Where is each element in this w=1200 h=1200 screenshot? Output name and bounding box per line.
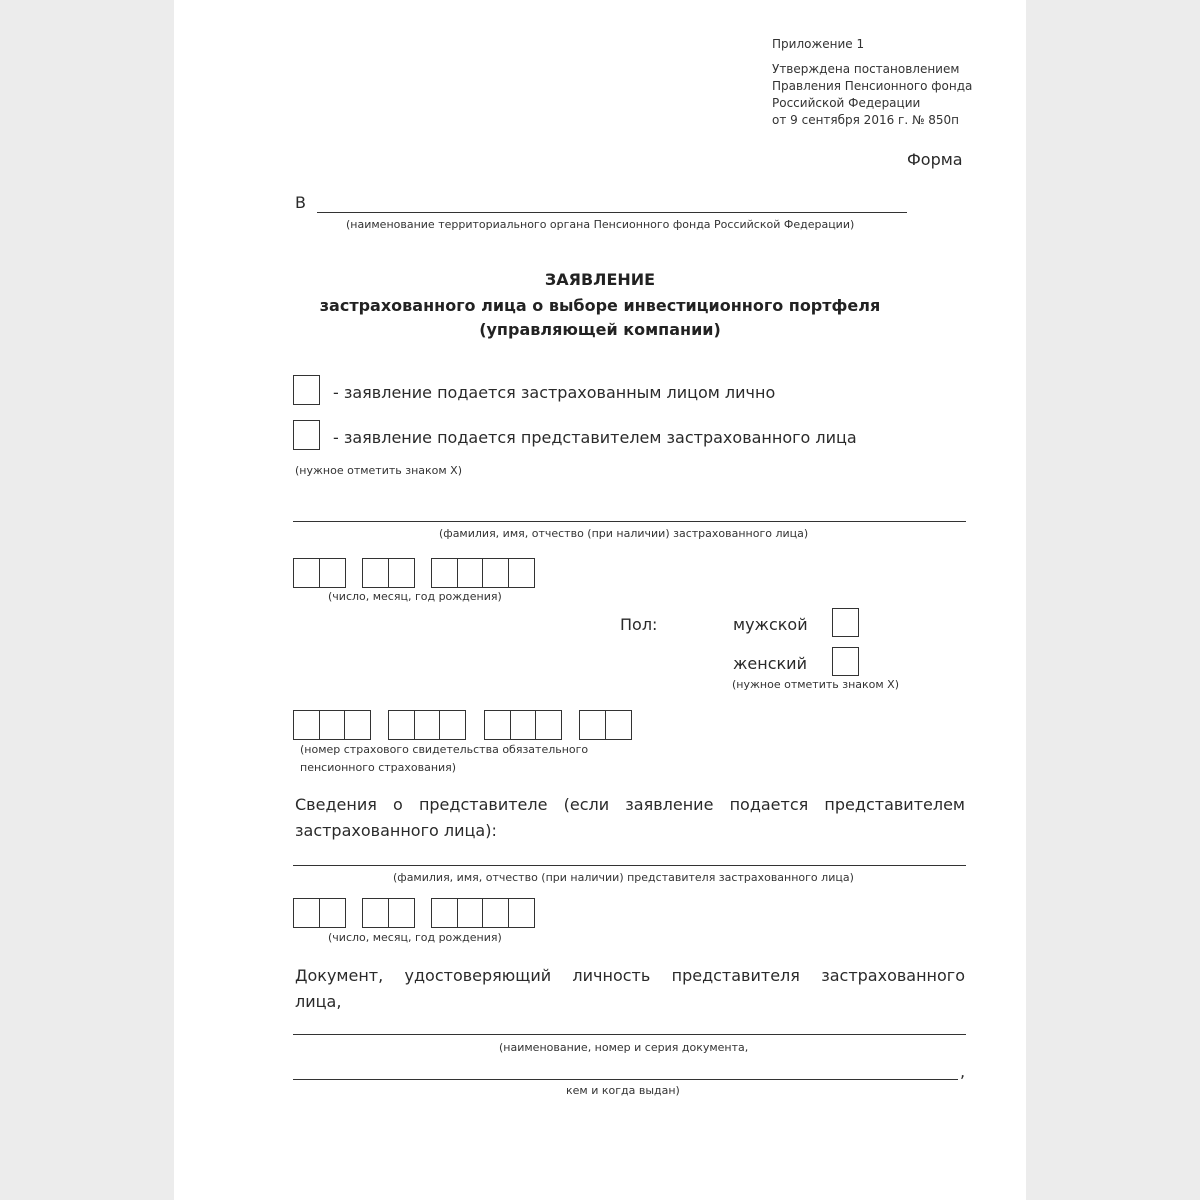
snils-group-1[interactable]: [293, 710, 370, 740]
addressee-field[interactable]: [317, 212, 907, 213]
insured-birth-day[interactable]: [293, 558, 344, 588]
option-representative-label: - заявление подается представителем застрахованного лица: [333, 428, 857, 447]
approval-line: от 9 сентября 2016 г. № 850п: [772, 113, 960, 127]
insured-name-caption: (фамилия, имя, отчество (при наличии) застрахованного лица): [439, 527, 809, 540]
digit-cell[interactable]: [388, 558, 415, 588]
snils-caption: [300, 741, 588, 777]
document-page: [174, 0, 1026, 1200]
snils-checksum[interactable]: [579, 710, 630, 740]
digit-cell[interactable]: [388, 710, 415, 740]
digit-cell[interactable]: [510, 710, 537, 740]
digit-cell[interactable]: [457, 558, 484, 588]
checkbox-personal[interactable]: [293, 375, 320, 405]
digit-cell[interactable]: [431, 898, 458, 928]
checkbox-male[interactable]: [832, 608, 859, 637]
approval-line: Утверждена постановлением: [772, 62, 960, 76]
digit-cell[interactable]: [482, 898, 509, 928]
document-comma: ,: [960, 1062, 966, 1081]
document-title: ЗАЯВЛЕНИЕ: [544, 270, 656, 289]
form-label: Форма: [907, 150, 963, 169]
digit-cell[interactable]: [293, 898, 320, 928]
gender-label: Пол:: [620, 615, 658, 634]
representative-birth-month[interactable]: [362, 898, 413, 928]
document-name-field[interactable]: [293, 1034, 966, 1035]
document-issuer-caption: кем и когда выдан): [566, 1084, 680, 1097]
option-personal-label: - заявление подается застрахованным лицом лично: [333, 383, 776, 402]
approval-note: [772, 61, 972, 129]
checkbox-representative[interactable]: [293, 420, 320, 450]
digit-cell[interactable]: [362, 898, 389, 928]
snils-caption-line: (номер страхового свидетельства обязательного: [300, 743, 589, 756]
appendix-label: Приложение 1: [772, 37, 865, 51]
representative-document: [295, 963, 965, 1015]
digit-cell[interactable]: [535, 710, 562, 740]
digit-cell[interactable]: [414, 710, 441, 740]
digit-cell[interactable]: [605, 710, 632, 740]
representative-birth-caption: (число, месяц, год рождения): [328, 931, 502, 944]
digit-cell[interactable]: [344, 710, 371, 740]
representative-intro-line: застрахованного лица):: [295, 821, 497, 840]
insured-name-field[interactable]: [293, 521, 966, 522]
digit-cell[interactable]: [439, 710, 466, 740]
digit-cell[interactable]: [319, 558, 346, 588]
digit-cell[interactable]: [431, 558, 458, 588]
document-name-caption: (наименование, номер и серия документа,: [499, 1041, 749, 1054]
gender-hint: (нужное отметить знаком Х): [732, 678, 900, 691]
document-subtitle-2: (управляющей компании): [479, 320, 721, 339]
digit-cell[interactable]: [319, 710, 346, 740]
insured-birth-month[interactable]: [362, 558, 413, 588]
representative-intro-line: Сведения о представителе (если заявление подается представителем: [295, 795, 965, 814]
gender-male-label: мужской: [733, 615, 808, 634]
insured-birth-caption: (число, месяц, год рождения): [328, 590, 502, 603]
digit-cell[interactable]: [508, 558, 535, 588]
checkbox-female[interactable]: [832, 647, 859, 676]
document-subtitle: застрахованного лица о выборе инвестиционного портфеля: [319, 296, 881, 315]
digit-cell[interactable]: [457, 898, 484, 928]
digit-cell[interactable]: [362, 558, 389, 588]
digit-cell[interactable]: [484, 710, 511, 740]
snils-group-3[interactable]: [484, 710, 561, 740]
addressee-caption: (наименование территориального органа Пенсионного фонда Российской Федерации): [346, 218, 855, 231]
representative-birth-year[interactable]: [431, 898, 533, 928]
representative-document-line: лица,: [295, 992, 342, 1011]
snils-group-2[interactable]: [388, 710, 465, 740]
digit-cell[interactable]: [579, 710, 606, 740]
representative-name-field[interactable]: [293, 865, 966, 866]
digit-cell[interactable]: [319, 898, 346, 928]
representative-name-caption: (фамилия, имя, отчество (при наличии) представителя застрахованного лица): [393, 871, 854, 884]
approval-line: Правления Пенсионного фонда: [772, 79, 973, 93]
submission-hint: (нужное отметить знаком Х): [295, 464, 463, 477]
addressee-prefix: В: [295, 193, 306, 212]
approval-line: Российской Федерации: [772, 96, 921, 110]
digit-cell[interactable]: [508, 898, 535, 928]
representative-document-line: Документ, удостоверяющий личность представителя застрахованного: [295, 966, 965, 985]
snils-caption-line: пенсионного страхования): [300, 761, 457, 774]
representative-intro: [295, 792, 965, 844]
gender-female-label: женский: [733, 654, 807, 673]
digit-cell[interactable]: [482, 558, 509, 588]
document-issuer-field[interactable]: [293, 1079, 958, 1080]
insured-birth-year[interactable]: [431, 558, 533, 588]
digit-cell[interactable]: [293, 558, 320, 588]
digit-cell[interactable]: [293, 710, 320, 740]
representative-birth-day[interactable]: [293, 898, 344, 928]
digit-cell[interactable]: [388, 898, 415, 928]
